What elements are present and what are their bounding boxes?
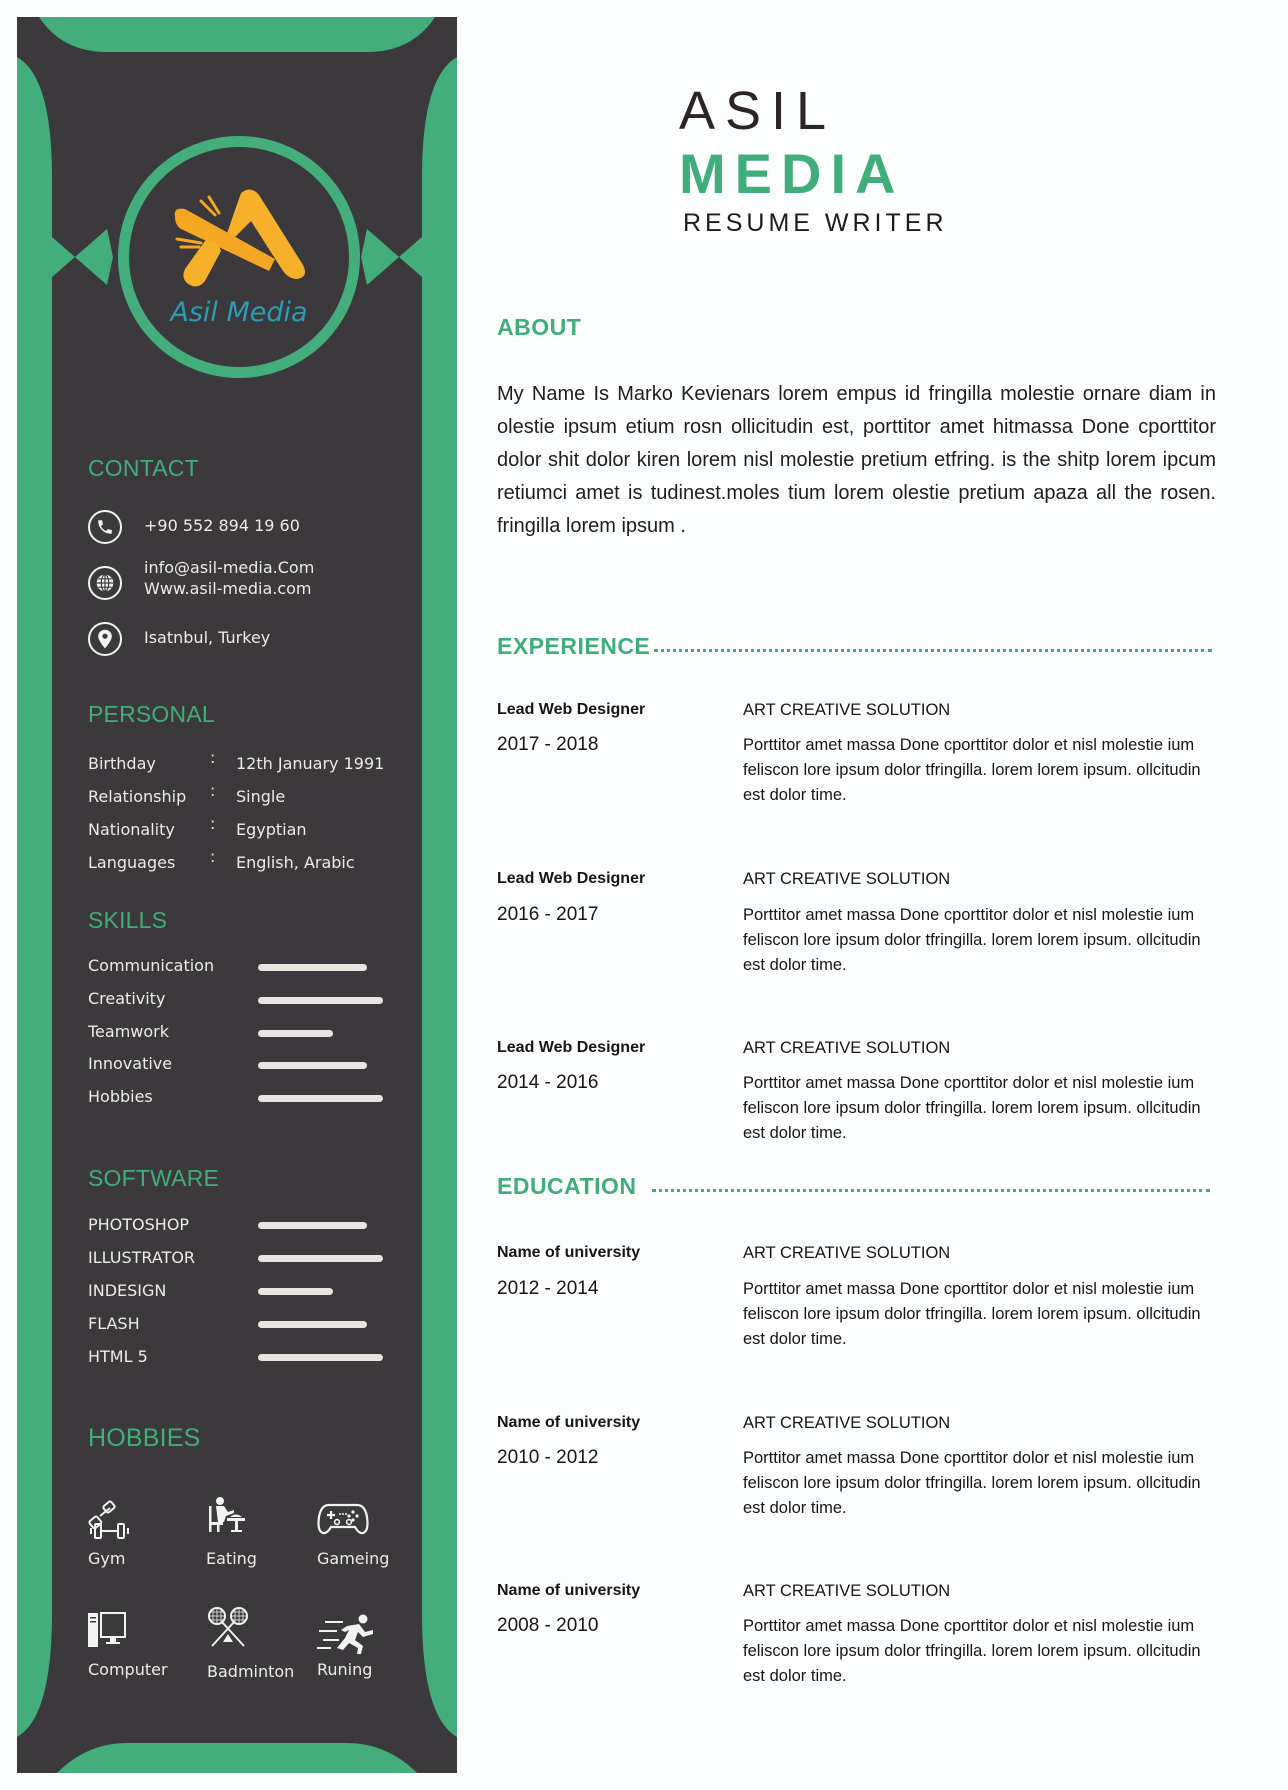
hobby-label: Gym — [88, 1549, 126, 1568]
personal-heading: PERSONAL — [88, 701, 215, 727]
experience-heading: EXPERIENCE — [497, 633, 651, 659]
about-heading: ABOUT — [497, 314, 582, 340]
phone-number[interactable]: +90 552 894 19 60 — [144, 516, 300, 535]
asil-media-logo-icon — [171, 181, 311, 291]
personal-separator: : — [210, 748, 216, 767]
software-label: INDESIGN — [88, 1281, 167, 1300]
personal-value: 12th January 1991 — [236, 754, 385, 773]
skill-bar — [258, 997, 383, 1004]
entry-role: Name of university — [497, 1244, 641, 1261]
skill-bar — [258, 1095, 383, 1102]
personal-label: Birthday — [88, 754, 156, 773]
logo-text: Asil Media — [170, 297, 308, 328]
hobbies-heading: HOBBIES — [88, 1424, 201, 1452]
experience-divider — [654, 649, 1212, 652]
name-second-line: MEDIA — [679, 142, 905, 205]
entry-role: Lead Web Designer — [497, 870, 646, 887]
personal-label: Nationality — [88, 820, 175, 839]
dumbbell-icon — [88, 1500, 132, 1540]
hobby-label: Computer — [88, 1660, 168, 1679]
skill-bar — [258, 964, 367, 971]
contact-heading: CONTACT — [88, 455, 199, 481]
entry-role: Lead Web Designer — [497, 1039, 646, 1056]
name-first-line: ASIL — [679, 81, 837, 141]
software-bar — [258, 1255, 383, 1262]
entry-company: ART CREATIVE SOLUTION — [743, 1244, 951, 1262]
entry-description: Porttitor amet massa Done cporttitor dolor et nisl molestie ium feliscon lore ipsum dolor tfringilla. lorem lorem ipsum. ollcitudin est dolor time. — [743, 1074, 1201, 1142]
personal-separator: : — [210, 847, 216, 866]
education-heading: EDUCATION — [497, 1173, 637, 1199]
website-link[interactable]: Www.asil-media.com — [144, 579, 312, 598]
entry-dates: 2010 - 2012 — [497, 1447, 599, 1468]
hobby-label: Eating — [206, 1549, 257, 1568]
logo-badge — [118, 136, 360, 378]
personal-value: Single — [236, 787, 286, 806]
phone-icon — [88, 510, 122, 544]
job-title: RESUME WRITER — [683, 209, 948, 237]
skill-label: Creativity — [88, 989, 166, 1008]
software-heading: SOFTWARE — [88, 1165, 220, 1191]
hobby-label: Gameing — [317, 1549, 390, 1568]
entry-description: Porttitor amet massa Done cporttitor dolor et nisl molestie ium feliscon lore ipsum dolor tfringilla. lorem lorem ipsum. ollcitudin est dolor time. — [743, 1449, 1201, 1517]
personal-label: Languages — [88, 853, 176, 872]
entry-role: Name of university — [497, 1582, 641, 1599]
personal-value: English, Arabic — [236, 853, 355, 872]
entry-dates: 2017 - 2018 — [497, 734, 599, 755]
badminton-icon — [207, 1606, 249, 1648]
education-divider — [652, 1189, 1210, 1192]
software-label: FLASH — [88, 1314, 140, 1333]
personal-label: Relationship — [88, 787, 187, 806]
skill-label: Hobbies — [88, 1087, 153, 1106]
entry-role: Name of university — [497, 1414, 641, 1431]
software-bar — [258, 1354, 383, 1361]
entry-role: Lead Web Designer — [497, 701, 646, 718]
personal-value: Egyptian — [236, 820, 307, 839]
location-pin-icon — [88, 622, 122, 656]
software-bar — [258, 1222, 367, 1229]
entry-description: Porttitor amet massa Done cporttitor dolor et nisl molestie ium feliscon lore ipsum dolor tfringilla. lorem lorem ipsum. ollcitudin est dolor time. — [743, 1617, 1201, 1685]
entry-description: Porttitor amet massa Done cporttitor dolor et nisl molestie ium feliscon lore ipsum dolor tfringilla. lorem lorem ipsum. ollcitudin est dolor time. — [743, 736, 1201, 804]
skills-heading: SKILLS — [88, 907, 168, 933]
globe-icon — [88, 566, 122, 600]
dining-icon — [206, 1496, 246, 1534]
entry-description: Porttitor amet massa Done cporttitor dolor et nisl molestie ium feliscon lore ipsum dolor tfringilla. lorem lorem ipsum. ollcitudin est dolor time. — [743, 1280, 1201, 1348]
entry-company: ART CREATIVE SOLUTION — [743, 701, 951, 719]
entry-description: Porttitor amet massa Done cporttitor dolor et nisl molestie ium feliscon lore ipsum dolor tfringilla. lorem lorem ipsum. ollcitudin est dolor time. — [743, 906, 1201, 974]
computer-icon — [88, 1612, 126, 1648]
entry-dates: 2014 - 2016 — [497, 1072, 599, 1093]
skill-label: Innovative — [88, 1054, 173, 1073]
personal-separator: : — [210, 781, 216, 800]
email-link[interactable]: info@asil-media.Com — [144, 558, 315, 577]
software-label: PHOTOSHOP — [88, 1215, 190, 1234]
entry-dates: 2012 - 2014 — [497, 1278, 599, 1299]
software-label: HTML 5 — [88, 1347, 148, 1366]
entry-dates: 2016 - 2017 — [497, 904, 599, 925]
location-text: Isatnbul, Turkey — [144, 628, 271, 647]
running-icon — [317, 1614, 375, 1654]
entry-company: ART CREATIVE SOLUTION — [743, 870, 951, 888]
gamepad-icon — [317, 1503, 369, 1535]
personal-separator: : — [210, 814, 216, 833]
entry-company: ART CREATIVE SOLUTION — [743, 1039, 951, 1057]
hobby-label: Badminton — [207, 1662, 295, 1681]
software-bar — [258, 1321, 367, 1328]
skill-label: Communication — [88, 956, 215, 975]
software-bar — [258, 1288, 333, 1295]
about-text: My Name Is Marko Kevienars lorem empus id fringilla molestie ornare diam in olestie ipsum etium rosn ollicitudin est, porttitor amet hitmassa Done cporttitor dolor shit dolor kiren lorem nisl molestie pretium etfring. is the shitp lorem ipcum retiumci amet is tudinest.moles tium lorem olestie pretium apaza all the rosen. fringilla lorem ipsum . — [497, 383, 1216, 537]
skill-bar — [258, 1030, 333, 1037]
skill-bar — [258, 1062, 367, 1069]
hobby-label: Runing — [317, 1660, 373, 1679]
entry-dates: 2008 - 2010 — [497, 1615, 599, 1636]
entry-company: ART CREATIVE SOLUTION — [743, 1414, 951, 1432]
software-label: ILLUSTRATOR — [88, 1248, 196, 1267]
skill-label: Teamwork — [88, 1022, 170, 1041]
entry-company: ART CREATIVE SOLUTION — [743, 1582, 951, 1600]
